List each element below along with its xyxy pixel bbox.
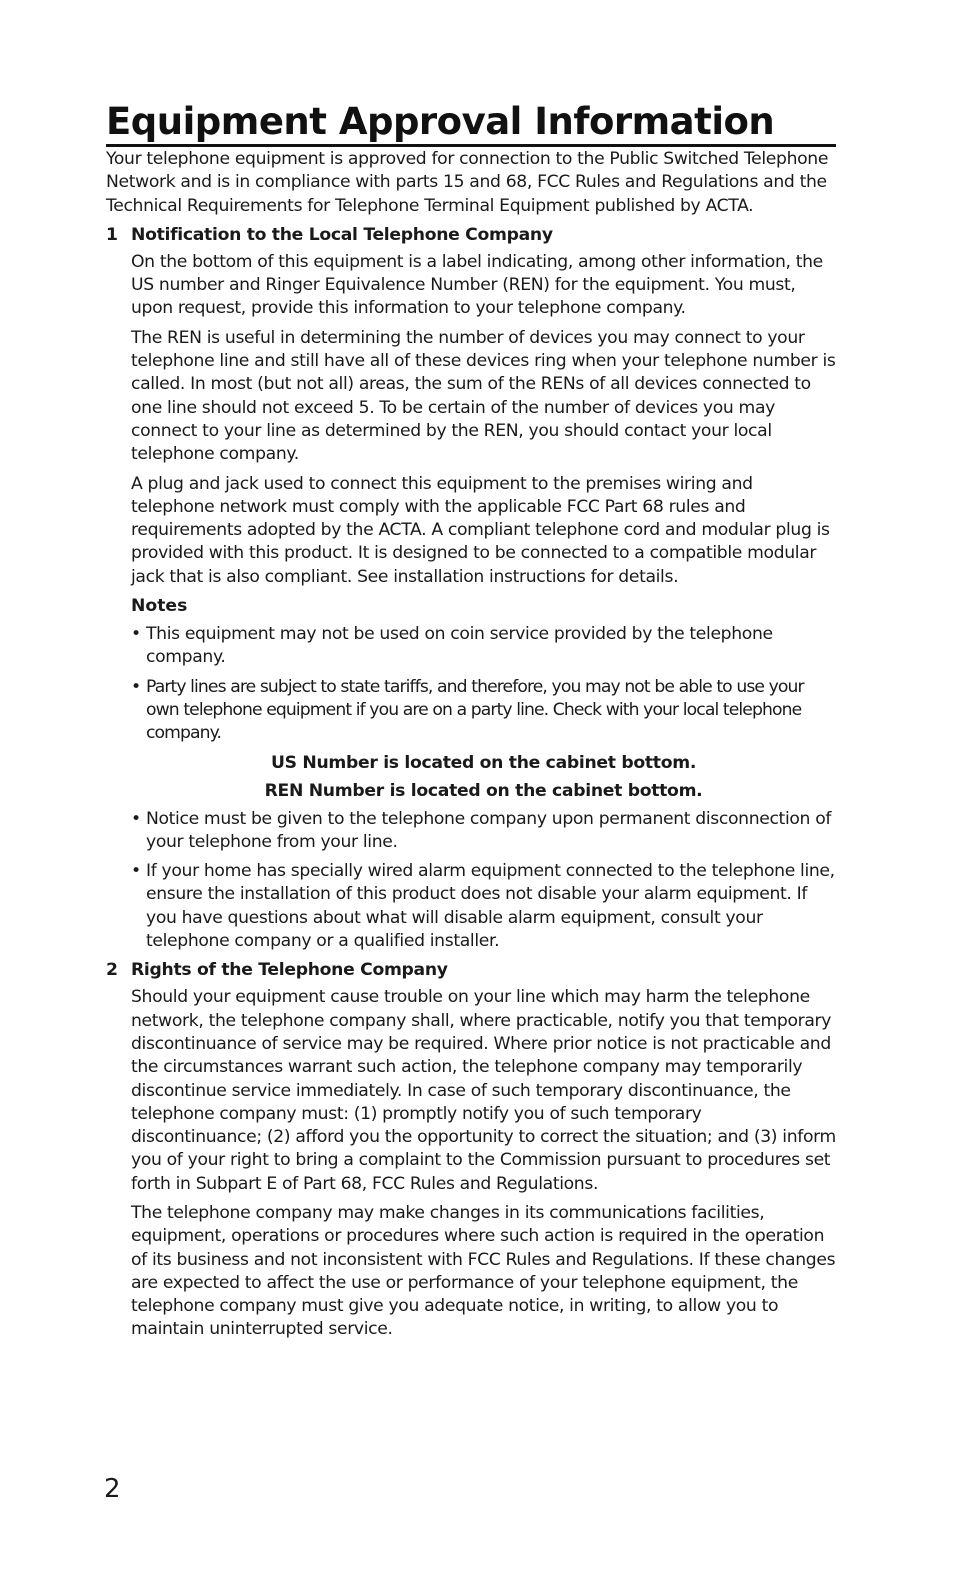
section-2-heading [106,959,836,982]
section-2-body [131,986,836,1341]
section-1-paragraph: On the bottom of this equipment is a label indicating, among other information, the US number and Ringer Equivalence Number (REN) for the equipment. You must, upon request, provide this information to your telephone company. [131,251,823,319]
note-item [131,623,836,670]
page-title: Equipment Approval Information [106,100,836,147]
section-1-heading [106,224,836,247]
section-1-number: 1 [106,224,118,245]
notes-heading: Notes [131,596,188,617]
note-text: This equipment may not be used on coin service provided by the telephone company. [146,624,773,668]
bullet-icon: • [131,808,141,829]
note-text: Party lines are subject to state tariffs, and therefore, you may not be able to use your own telephone equipment if you are on a party line. Check with your local telephone company. [146,676,804,744]
section-1-paragraph: A plug and jack used to connect this equipment to the premises wiring and telephone network must comply with the applicable FCC Part 68 rules and requirements adopted by the ACTA. A compliant telephone cord and modular plug is provided with this product. It is designed to be connected to a compatible modular jack that is also compliant. See installation instructions for details. [131,473,830,587]
bullet-icon: • [131,624,141,645]
section-2-title: Rights of the Telephone Company [131,960,448,981]
note-text: Notice must be given to the telephone company upon permanent disconnection of your telephone from your line. [146,808,832,852]
section-1-paragraph: The REN is useful in determining the number of devices you may connect to your telephone line and still have all of these devices ring when your telephone number is called. In most (but not all) areas, the sum of the RENs of all devices connected to one line should not exceed 5. To be certain of the number of devices you may connect to your line as determined by the REN, you should contact your local telephone company. [131,327,836,465]
section-1-title: Notification to the Local Telephone Company [131,224,553,245]
intro-paragraph: Your telephone equipment is approved for connection to the Public Switched Telephone Network and is in compliance with parts 15 and 68, FCC Rules and Regulations and the Technical Requirements for Telephone Terminal Equipment published by ACTA. [106,149,829,216]
section-2-paragraph: The telephone company may make changes in its communications facilities, equipment, operations or procedures where such action is required in the operation of its business and not inconsistent with FCC Rules and Regulations. If these changes are expected to affect the use or performance of your telephone equipment, the telephone company must give you adequate notice, in writing, to allow you to maintain uninterrupted service. [131,1202,836,1340]
page-number: 2 [104,1474,121,1504]
ren-number-notice: REN Number is located on the cabinet bottom. [264,780,703,801]
section-1-body [131,251,836,953]
note-item [131,808,836,855]
section-2-number: 2 [106,960,118,981]
note-item [131,676,836,746]
note-item [131,860,836,953]
bullet-icon: • [131,676,141,697]
note-text: If your home has specially wired alarm equipment connected to the telephone line, ensure the installation of this product does not disable your alarm equipment. If you have questions about what will disable alarm equipment, consult your telephone company or a qualified installer. [146,861,835,952]
us-number-notice: US Number is located on the cabinet bottom. [270,752,697,773]
section-2-paragraph: Should your equipment cause trouble on your line which may harm the telephone network, the telephone company shall, where practicable, notify you that temporary discontinuance of service may be required. Where prior notice is not practicable and the circumstances warrant such action, the telephone company may temporarily discontinue service immediately. In case of such temporary discontinuance, the telephone company must: (1) promptly notify you of such temporary discontinuance; (2) afford you the opportunity to correct the situation; and (3) inform you of your right to bring a complaint to the Commission pursuant to procedures set forth in Subpart E of Part 68, FCC Rules and Regulations. [131,987,836,1194]
document-page [106,100,836,1348]
bullet-icon: • [131,861,141,882]
